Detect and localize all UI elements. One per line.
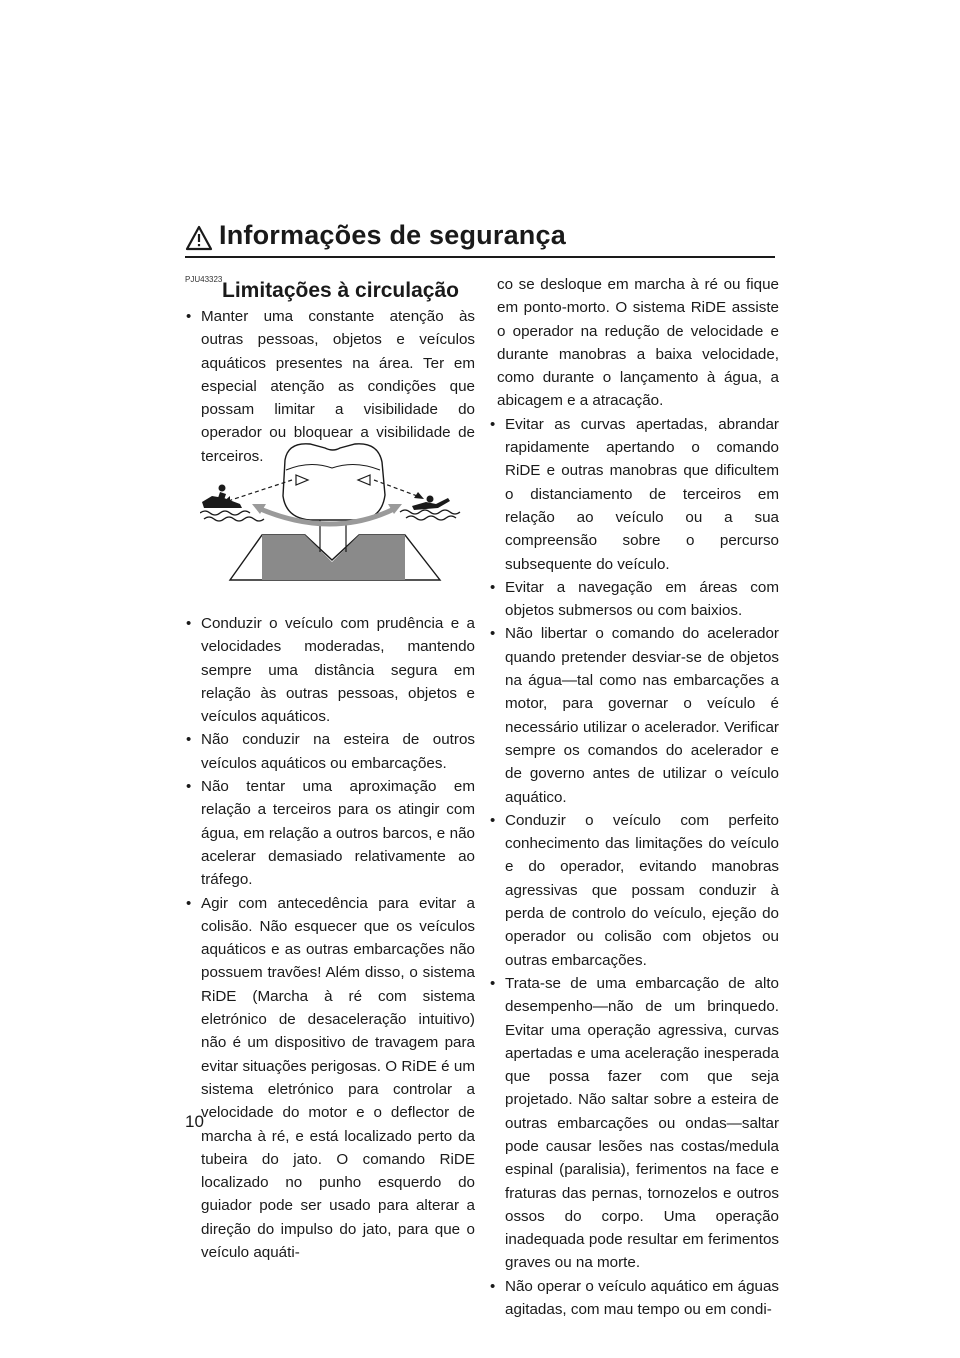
section-title: Limitações à circulação — [222, 279, 459, 302]
bullet-item: • Não libertar o comando do acelerador quando pretender desviar-se de objetos na água—tal como nas embarcações a motor, para governar o veículo é necessário utilizar o acelerador. Verificar sempre os comandos do acelerador e de governo antes de utilizar o veículo aquático. — [489, 622, 779, 808]
bullet-item: • Não conduzir na esteira de outros veículos aquáticos ou embarcações. — [185, 728, 475, 775]
visibility-illustration — [200, 440, 465, 585]
warning-triangle-icon — [185, 225, 213, 251]
operator-shoulder-right — [332, 535, 405, 580]
operator-shoulder-left — [262, 535, 332, 580]
page-title: Informações de segurança — [219, 220, 566, 250]
bullet-item: • Agir com antecedência para evitar a colisão. Não esquecer que os veículos aquáticos e as outras embarcações não possuem travões! Além disso, o sistema RiDE (Marcha à ré com sistema eletrónico de desaceleração intuitivo) não é um dispositivo de travagem para evitar situações perigosas. O RiDE é um sistema eletrónico para controlar a velocidade do motor e o deflector de marcha à ré, e está localizado perto da tubeira do jato. O comando RiDE localizado no punho esquerdo do guiador pode ser usado para alterar a direção do impulso do jato, para que o veículo aquáti- — [185, 892, 475, 1265]
bullet-item: • Evitar a navegação em áreas com objetos submersos ou com baixios. — [489, 576, 779, 623]
page-number: 10 — [185, 1112, 204, 1131]
continuation-paragraph: co se desloque em marcha à ré ou fique em ponto-morto. O sistema RiDE assiste o operador na redução de velocidade e durante manobras a baixa velocidade, como durante o lançamento à água, a abicagem e a atracação. — [497, 276, 779, 410]
bullet-item: • Manter uma constante atenção às outras pessoas, objetos e veículos aquáticos presentes na área. Ter em especial atenção as condições que possam limitar a visibilidade do operador ou bloquear a visibilidade de terceiros. — [185, 305, 475, 468]
section-code: PJU43323 — [185, 275, 223, 284]
bullet-item: • Conduzir o veículo com prudência e a velocidades moderadas, mantendo sempre uma distância segura em relação às outras pessoas, objetos e veículos aquáticos. — [185, 612, 475, 728]
bullet-item: • Não tentar uma aproximação em relação a terceiros para os atingir com água, em relação a outros barcos, e não acelerar demasiado relativamente ao tráfego. — [185, 775, 475, 891]
page-header — [185, 222, 775, 258]
right-column — [489, 273, 779, 1321]
bullet-item: • Não operar o veículo aquático em águas agitadas, com mau tempo ou em condi- — [489, 1275, 779, 1322]
left-column-bottom — [185, 612, 475, 1264]
bullet-item: • Trata-se de uma embarcação de alto desempenho—não de um brinquedo. Evitar uma operação agressiva, curvas apertadas e uma aceleração inesperada que possa fazer com que seja projetado. Não saltar sobre a esteira de outras embarcações ou ondas—saltar pode causar lesões nas costas/medula espinal (paralisia), ferimentos na face e fraturas das pernas, tornozelos e outros ossos do corpo. Uma operação inadequada pode resultar em ferimentos graves ou na morte. — [489, 972, 779, 1275]
bullet-item: • Conduzir o veículo com perfeito conhecimento das limitações do veículo e do operador, evitando manobras agressivas que possam conduzir à perda de controlo do veículo, ejeção do operador ou colisão com objetos ou outras embarcações. — [489, 809, 779, 972]
bullet-item: • Evitar as curvas apertadas, abrandar rapidamente apertando o comando RiDE e outras manobras que dificultem o distanciamento de terceiros em relação ao veículo ou a sua compreensão sobre o percurso subsequente do veículo. — [489, 413, 779, 576]
watercraft-icon — [202, 485, 242, 509]
